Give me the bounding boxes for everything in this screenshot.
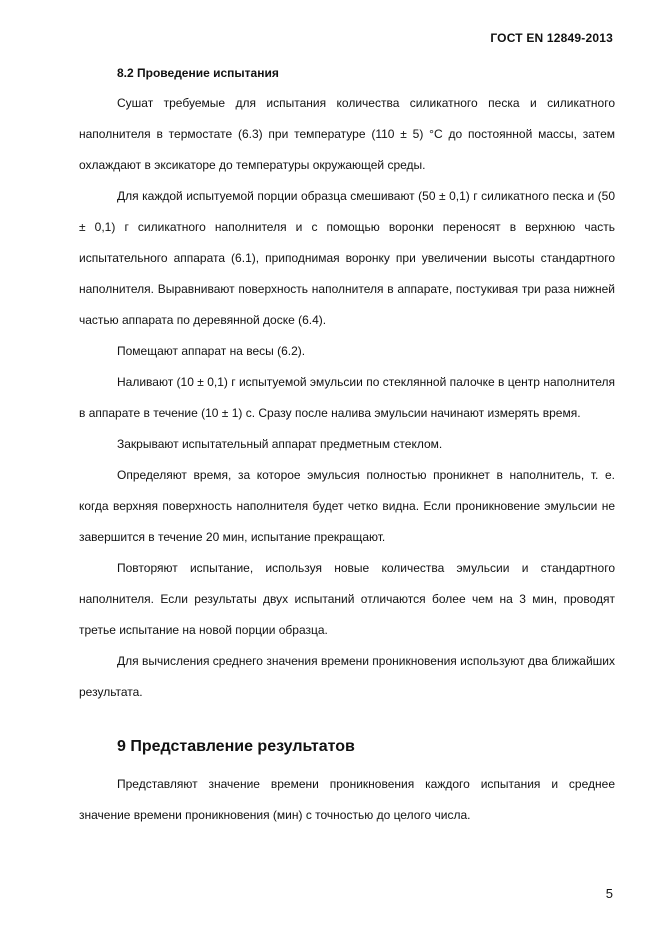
paragraph: Сушат требуемые для испытания количества силикатного песка и силикатного наполнителя в термостате (6.3) при температуре (110 ± 5) °С до постоянной массы, затем охлаждают в эксикаторе до температуры окружающей среды. — [79, 96, 615, 172]
section-8-2-body — [79, 88, 615, 708]
paragraph: Наливают (10 ± 0,1) г испытуемой эмульсии по стеклянной палочке в центр наполнителя в аппарате в течение (10 ± 1) с. Сразу после налива эмульсии начинают измерять время. — [79, 375, 615, 420]
section-9-body — [79, 769, 615, 831]
paragraph: Представляют значение времени проникновения каждого испытания и среднее значение времени проникновения (мин) с точностью до целого числа. — [79, 777, 615, 822]
paragraph: Для каждой испытуемой порции образца смешивают (50 ± 0,1) г силикатного песка и (50 ± 0,1) г силикатного наполнителя и с помощью воронки переносят в верхнюю часть испытательного аппарата (6.1), приподнимая воронку при увеличении высоты стандартного наполнителя. Выравнивают поверхность наполнителя в аппарате, постукивая три раза нижней частью аппарата по деревянной доске (6.4). — [79, 189, 615, 327]
page-number: 5 — [605, 886, 613, 901]
paragraph: Для вычисления среднего значения времени проникновения используют два ближайших результата. — [79, 654, 615, 699]
section-9-heading: 9 Представление результатов — [117, 738, 355, 755]
document-code: ГОСТ EN 12849-2013 — [490, 31, 613, 45]
paragraph: Повторяют испытание, используя новые количества эмульсии и стандартного наполнителя. Если результаты двух испытаний отличаются более чем на 3 мин, проводят третье испытание на новой порции образца. — [79, 561, 615, 637]
paragraph: Закрывают испытательный аппарат предметным стеклом. — [117, 437, 443, 451]
section-8-2-heading: 8.2 Проведение испытания — [117, 66, 279, 80]
paragraph: Помещают аппарат на весы (6.2). — [117, 344, 306, 358]
paragraph: Определяют время, за которое эмульсия полностью проникнет в наполнитель, т. е. когда верхняя поверхность наполнителя будет четко видна. Если проникновение эмульсии не завершится в течение 20 мин, испытание прекращают. — [79, 468, 615, 544]
